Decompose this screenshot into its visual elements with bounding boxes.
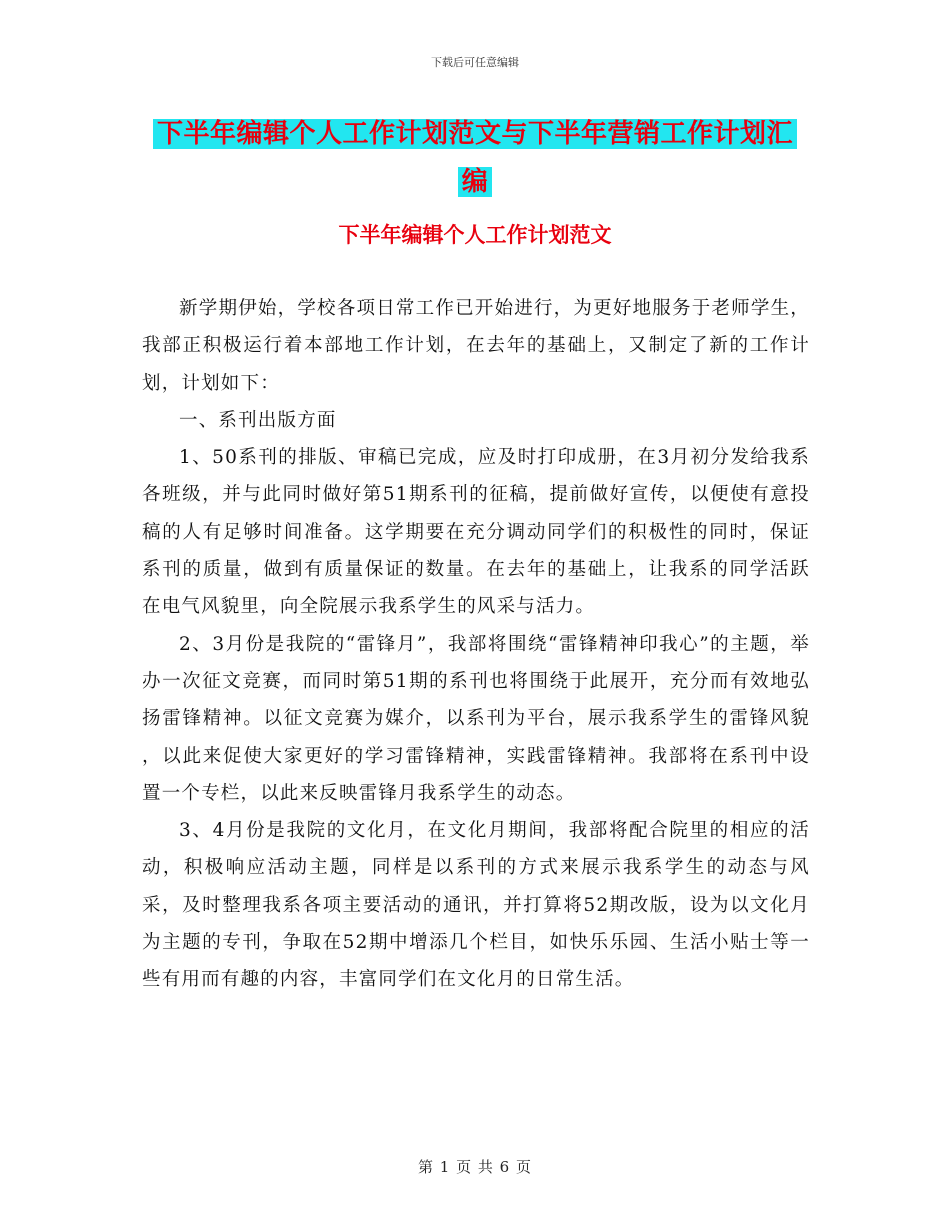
section-heading: 下半年编辑个人工作计划范文: [338, 223, 612, 247]
document-title-text: 下半年编辑个人工作计划范文与下半年营销工作计划汇编: [153, 119, 797, 197]
paragraph-item-1: 1、50系刊的排版、审稿已完成，应及时打印成册，在3月初分发给我系各班级，并与此同时做好第51期系刊的征稿，提前做好宣传，以便使有意投稿的人有足够时间准备。这学期要在充分调动同学们的积极性的同时，保证系刊的质量，做到有质量保证的数量。在去年的基础上，让我系的同学活跃在电气风貌里，向全院展示我系学生的风采与活力。: [142, 447, 810, 618]
document-title: [145, 110, 805, 206]
document-body: [142, 290, 810, 999]
paragraph-intro: 新学期伊始，学校各项日常工作已开始进行，为更好地服务于老师学生，我部正积极运行着本部地工作计划，在去年的基础上，又制定了新的工作计划，计划如下：: [142, 298, 810, 394]
paragraph-subheading: 一、系刊出版方面: [179, 409, 337, 431]
page-number-footer: 第 1 页 共 6 页: [418, 1158, 532, 1176]
paragraph-item-3: 3、4月份是我院的文化月，在文化月期间，我部将配合院里的相应的活动，积极响应活动主题，同样是以系刊的方式来展示我系学生的动态与风采，及时整理我系各项主要活动的通讯，并打算将52期改版，设为以文化月为主题的专刊，争取在52期中增添几个栏目，如快乐乐园、生活小贴士等一些有用而有趣的内容，丰富同学们在文化月的日常生活。: [142, 820, 810, 991]
paragraph-item-2: 2、3月份是我院的“雷锋月”，我部将围绕“雷锋精神印我心”的主题，举办一次征文竞赛，而同时第51期的系刊也将围绕于此展开，充分而有效地弘扬雷锋精神。以征文竞赛为媒介，以系刊为平台，展示我系学生的雷锋风貌 ，以此来促使大家更好的学习雷锋精神，实践雷锋精神。我部将在系刊中设置一个专栏，以此来反映雷锋月我系学生的动态。: [142, 633, 810, 804]
page-header-note: 下载后可任意编辑: [431, 56, 519, 69]
